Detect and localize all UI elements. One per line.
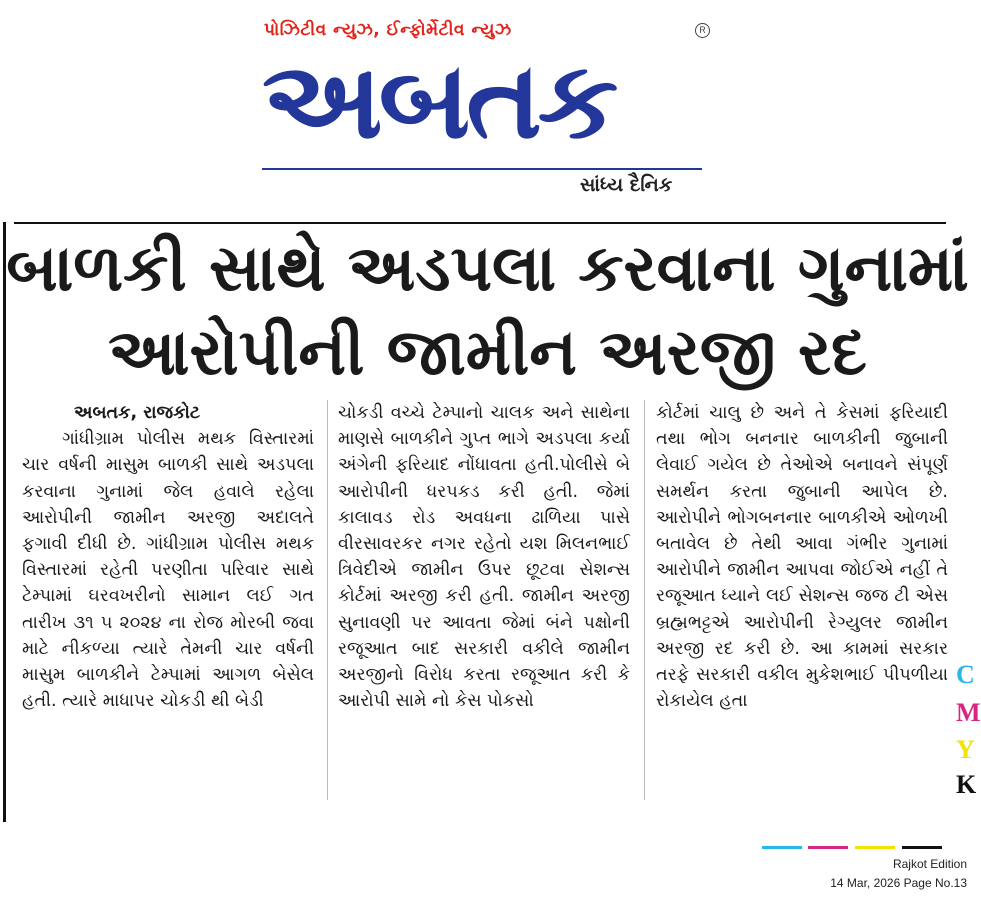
- registration-bar-magenta: [808, 846, 848, 849]
- column-divider: [644, 400, 645, 800]
- masthead-tagline: પોઝિટીવ ન્યુઝ, ઈન્ફોર્મેટીવ ન્યુઝ: [264, 20, 512, 40]
- cmyk-magenta-mark: M: [956, 698, 981, 727]
- article-column-1: [22, 400, 314, 714]
- registration-bar-yellow: [855, 846, 895, 849]
- cmyk-cyan-mark: C: [956, 660, 975, 689]
- cmyk-black-mark: K: [956, 770, 977, 799]
- registered-trademark-icon: R: [695, 23, 710, 38]
- article-column-3: [656, 400, 948, 714]
- registration-bar-cyan: [762, 846, 802, 849]
- column-divider: [327, 400, 328, 800]
- headline-line-2: આરોપીની જામીન અરજી રદ: [108, 316, 867, 390]
- logo-underline: [262, 168, 702, 170]
- cmyk-yellow-mark: Y: [956, 735, 975, 764]
- column-3-text: કોર્ટમાં ચાલુ છે અને તે કેસમાં ફરિયાદી તથા ભોગ બનનાર બાળકીની જુબાની લેવાઈ ગયેલ છે તેઓએ બનાવને સંપૂર્ણ સમર્થન કરતા જુબાની આપેલ છે. આરોપીને ભોગબનનાર બાળકીએ ઓળખી બતાવેલ છે તેથી આવા ગંભીર ગુનામાં આરોપીને જામીન આપવા જોઈએ નહીં તે રજૂઆત ધ્યાને લઈ સેશન્સ જજ ટી એસ બ્રહ્મભટ્ટએ આરોપીની રેગ્યુલર જામીન અરજી રદ કરી છે. આ કામમાં સરકાર તરફે સરકારી વકીલ મુકેશભાઈ પીપળીયા રોકાયેલ હતા: [656, 403, 948, 712]
- masthead: [262, 18, 712, 203]
- date-page-label: 14 Mar, 2026 Page No.13: [830, 876, 967, 890]
- registration-bar-black: [902, 846, 942, 849]
- article-column-2: [338, 400, 630, 714]
- newspaper-logo: અબતક: [262, 39, 615, 162]
- headline-top-rule: [14, 222, 946, 224]
- edition-label: Rajkot Edition: [892, 857, 967, 871]
- masthead-subtitle: સાંધ્ય દૈનિક: [580, 174, 673, 196]
- column-2-text: ચોકડી વચ્ચે ટેમ્પાનો ચાલક અને સાથેના માણસે બાળકીને ગુપ્ત ભાગે અડપલા કર્યા અંગેની ફરિયાદ નોંધાવતા હતી.પોલીસે બે આરોપીની ધરપકડ કરી હતી. જેમાં કાલાવડ રોડ અવધના ઢાળિયા પાસે વીરસાવરકર નગર રહેતો યશ મિલનભાઈ ત્રિવેદીએ જામીન ઉપર છૂટવા સેશન્સ કોર્ટમાં અરજી કરી હતી. જામીન અરજી સુનાવણી પર આવતા જેમાં બંને પક્ષોની રજૂઆત બાદ સરકારી વકીલે જામીન અરજીનો વિરોધ કરતા રજૂઆત કરી કે આરોપી સામે નો કેસ પોકસો: [338, 403, 630, 712]
- article-byline: અબતક, રાજકોટ: [74, 403, 201, 423]
- headline-line-1: બાળકી સાથે અડપલા કરવાના ગુનામાં: [6, 232, 969, 306]
- column-1-text: ગાંધીગ્રામ પોલીસ મથક વિસ્તારમાં ચાર વર્ષની માસુમ બાળકી સાથે અડપલા કરવાના ગુનામાં જેલ હવાલે રહેલા આરોપીની જામીન અરજી અદાલતે ફગાવી દીધી છે. ગાંધીગ્રામ પોલીસ મથક વિસ્તારમાં રહેતી પરણીતા પરિવાર સાથે ટેમ્પામાં ઘરવખરીનો સામાન લઈ ગત તારીખ ૩૧ ૫ ૨૦૨૪ ના રોજ મોરબી જવા માટે નીકળ્યા ત્યારે તેમની ચાર વર્ષની માસુમ બાળકીને ટેમ્પામાં આગળ બેસેલ હતી. ત્યારે માધાપર ચોકડી થી બેડી: [22, 429, 314, 712]
